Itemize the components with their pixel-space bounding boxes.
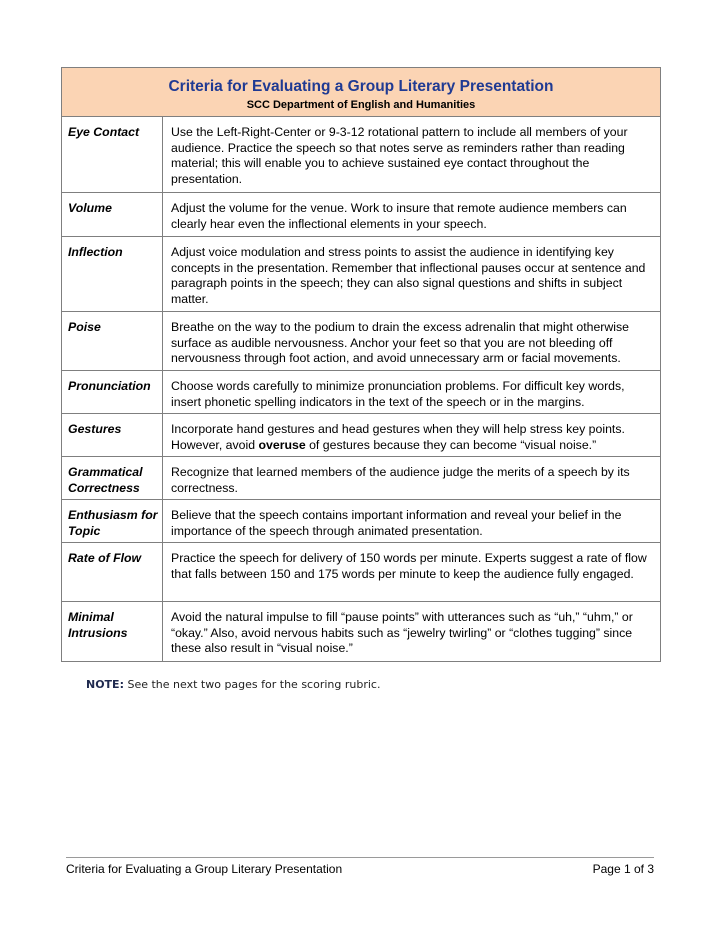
note bbox=[86, 678, 380, 691]
criterion-description: Recognize that learned members of the audience judge the merits of a speech by its correctness. bbox=[171, 465, 630, 495]
footer-title: Criteria for Evaluating a Group Literary Presentation bbox=[66, 862, 343, 876]
criteria-table bbox=[61, 67, 661, 662]
desc-text: Incorporate hand gestures and head gestures when they will help stress key points. However, avoid bbox=[171, 422, 625, 452]
criterion-description: Believe that the speech contains important information and reveal your belief in the importance of the speech through animated presentation. bbox=[171, 508, 622, 538]
criterion-description: Practice the speech for delivery of 150 words per minute. Experts suggest a rate of flow that falls between 150 and 175 words per minute to keep the audience fully engaged. bbox=[171, 551, 647, 581]
desc-text: of gestures because they can become “visual noise.” bbox=[305, 437, 597, 452]
criterion-label: Gestures bbox=[62, 414, 163, 456]
criterion-label: Pronunciation bbox=[62, 371, 163, 413]
criterion-description: Adjust the volume for the venue. Work to insure that remote audience members can clearly hear even the inflectional elements in your speech. bbox=[171, 201, 627, 231]
criterion-description: Breathe on the way to the podium to drain the excess adrenalin that might otherwise surface as audible nervousness. Anchor your feet so that you are not bleeding off nervousness through foot action, and avoid unnecessary arm or facial movements. bbox=[171, 320, 629, 366]
page-title: Criteria for Evaluating a Group Literary Presentation bbox=[168, 78, 554, 95]
criterion-row bbox=[62, 370, 660, 413]
criterion-label: Minimal Intrusions bbox=[62, 602, 163, 661]
page-subtitle: SCC Department of English and Humanities bbox=[246, 99, 476, 111]
criterion-row bbox=[62, 499, 660, 542]
criterion-label: Grammatical Correctness bbox=[62, 457, 163, 499]
criterion-row bbox=[62, 413, 660, 456]
criterion-description: Use the Left-Right-Center or 9-3-12 rotational pattern to include all members of your audience. Practice the speech so that notes serve as reminders rather than reading material; this will enable you to achieve sustained eye contact throughout the presentation. bbox=[171, 125, 628, 187]
criterion-description: Avoid the natural impulse to fill “pause points” with utterances such as “uh,” “uhm,” or “okay.” Also, avoid nervous habits such as “jewelry twirling” or “clothes tugging” since these also result in “visual noise.” bbox=[171, 610, 633, 656]
criterion-label: Inflection bbox=[62, 237, 163, 311]
criterion-description: Adjust voice modulation and stress points to assist the audience in identifying key concepts in the presentation. Remember that inflectional pauses occur at sentence and paragraph points in the speech; they can also signal questions and shifts in subject matter. bbox=[171, 245, 646, 307]
criterion-row bbox=[62, 192, 660, 236]
footer-divider bbox=[66, 857, 654, 858]
note-label: NOTE: bbox=[86, 678, 124, 691]
criterion-row bbox=[62, 542, 660, 601]
criterion-row bbox=[62, 456, 660, 499]
page-number: Page 1 of 3 bbox=[592, 862, 654, 876]
criterion-row bbox=[62, 236, 660, 311]
criterion-description bbox=[163, 414, 660, 456]
criterion-label: Poise bbox=[62, 312, 163, 370]
criterion-row bbox=[62, 117, 660, 192]
criterion-label: Enthusiasm for Topic bbox=[62, 500, 163, 542]
criterion-description: Choose words carefully to minimize pronunciation problems. For difficult key words, insert phonetic spelling indicators in the text of the speech or in the margins. bbox=[171, 379, 625, 409]
desc-emphasis: overuse bbox=[258, 437, 306, 452]
criterion-row bbox=[62, 311, 660, 370]
criterion-label: Volume bbox=[62, 193, 163, 236]
criterion-row bbox=[62, 601, 660, 661]
criterion-label: Rate of Flow bbox=[62, 543, 163, 601]
note-text: See the next two pages for the scoring rubric. bbox=[123, 678, 381, 691]
table-header bbox=[62, 68, 660, 117]
criterion-label: Eye Contact bbox=[62, 117, 163, 192]
